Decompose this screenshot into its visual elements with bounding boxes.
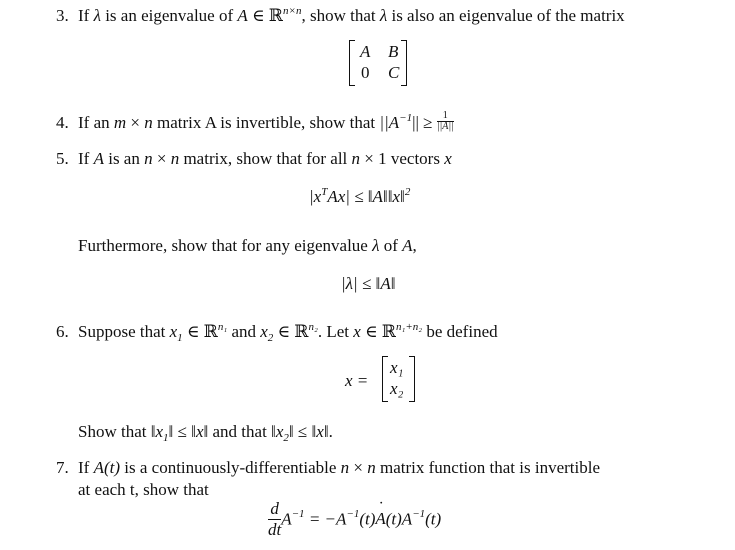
problem-7-line-1: If A(t) is a continuously-differentiable n × n matrix function that is invertible: [78, 458, 601, 477]
problem-3-number: 3.: [56, 6, 69, 25]
vector-eq-lhs: x =: [345, 371, 369, 390]
quadratic-form-inequality: $|x^TAx|$ ≤ ‖A‖‖x‖$^2$: [309, 186, 411, 206]
block-matrix: [349, 40, 409, 88]
problem-6-show: Show that $‖x_1‖$ ≤ ‖x‖ and that $‖x_2‖$ ≤ ‖x‖.: [78, 422, 333, 444]
vector-bottom-entry: x₂: [390, 379, 404, 398]
vector-right-bracket: [409, 356, 415, 402]
matrix-left-bracket: [349, 40, 355, 86]
problem-6-statement: Suppose that $x_1$ ∈ ℝ$^{n_1}$ and $x_2$ ∈ ℝ$^{n_2}$. Let x ∈ ℝ$^{n_1+n_2}$ be defined: [78, 321, 498, 344]
problem-7-number: 7.: [56, 458, 69, 477]
vector-left-bracket: [382, 356, 388, 402]
matrix-cell-a12: B: [388, 42, 399, 61]
inverse-derivative-formula: $\frac{d}{dt}$ $A^{-1}$ = $-A^{-1}(t)˙$ $A(t)A^{-1}(t)$: [268, 500, 441, 541]
problem-3-statement: If λ is an eigenvalue of A ∈ ℝ$^{n\times n}$, show that λ is also an eigenvalue of the matrix: [78, 5, 625, 25]
a-dot: ˙ A: [375, 509, 385, 529]
vector-top-entry: x₁: [390, 358, 404, 377]
problem-6-number: 6.: [56, 322, 69, 341]
problem-4-statement: If an m × n matrix A is invertible, show that $||A^{-1}||$ ≥ $\frac{1}{||A||}$: [78, 109, 454, 132]
stacked-vector: [382, 356, 418, 404]
problem-7-line-2: at each t, show that: [78, 480, 209, 499]
problem-5-statement: If A is an n × n matrix, show that for all n × 1 vectors x: [78, 149, 452, 168]
problem-5-number: 5.: [56, 149, 69, 168]
problem-5-furthermore: Furthermore, show that for any eigenvalue λ of A,: [78, 236, 417, 255]
eigenvalue-bound: |λ| ≤ ‖A‖: [341, 274, 396, 293]
matrix-cell-a11: A: [360, 42, 371, 61]
matrix-right-bracket: [401, 40, 407, 86]
matrix-cell-a21: 0: [361, 63, 370, 82]
inverse-norm-fraction: $\frac{1}{||A||}$: [436, 109, 454, 132]
matrix-cell-a22: C: [388, 63, 400, 82]
problem-4-number: 4.: [56, 113, 69, 132]
derivative-operator: $\frac{d}{dt}$: [268, 499, 282, 539]
